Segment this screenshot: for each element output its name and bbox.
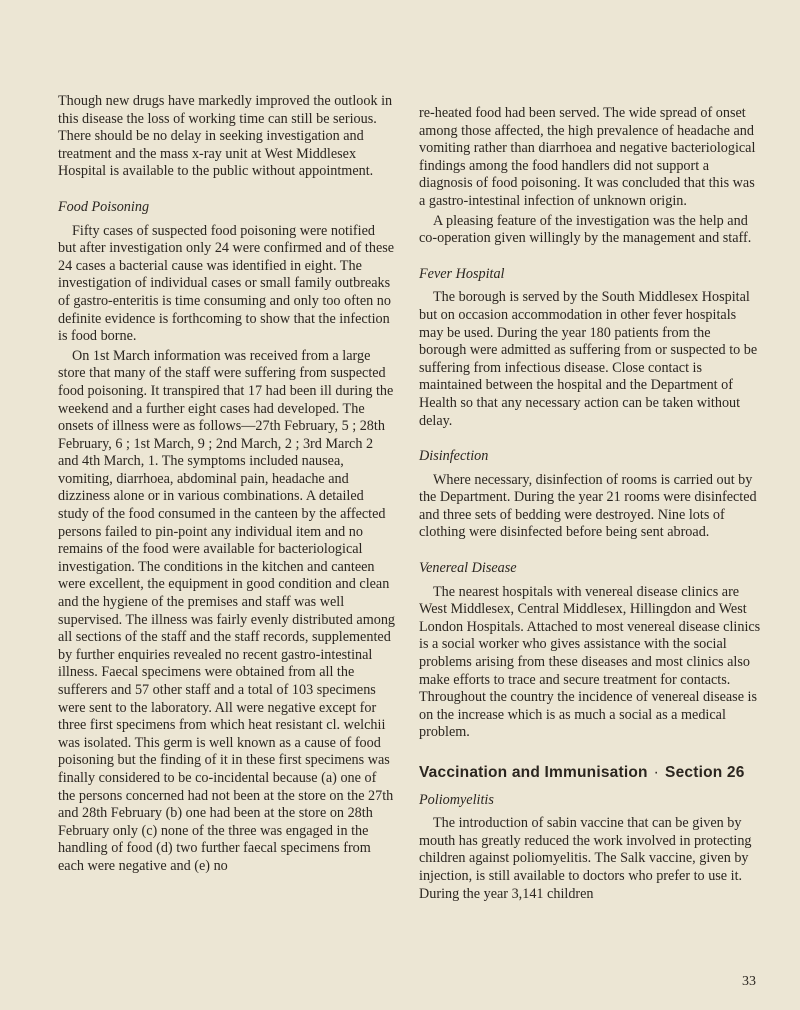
pleasing-feature-paragraph: A pleasing feature of the investigation was the help and co-operation given willingly by the management and staff.: [419, 212, 752, 247]
section-number: Section 26: [665, 764, 745, 781]
food-poisoning-paragraph-1: Fifty cases of suspected food poisoning were notified but after investigation only 24 were confirmed and of these 24 cases a bacterial cause was identified in eight. The investigation of individual cases or small family outbreaks of gastro-enteritis is time consuming and only too often no definite evidence is forthcoming to show that the infection is food borne.: [58, 222, 395, 345]
section-title: Vaccination and Immunisation: [419, 764, 648, 781]
tuberculosis-paragraph: Though new drugs have markedly improved the outlook in this disease the loss of working time can still be serious. There should be no delay in seeking investigation and treatment and the mass x-ray unit at West Middlesex Hospital is available to the public without appointment.: [58, 93, 393, 180]
section-heading: [419, 764, 761, 782]
section-separator: ·: [653, 764, 660, 781]
venereal-disease-heading: Venereal Disease: [419, 560, 517, 577]
food-poisoning-heading: Food Poisoning: [58, 198, 150, 215]
right-column: [419, 105, 761, 903]
disinfection-paragraph: Where necessary, disinfection of rooms is carried out by the Department. During the year 21 rooms were disinfected and three sets of bedding were destroyed. Nine lots of clothing were disinfected before being sent abroad.: [419, 471, 757, 541]
food-poisoning-continuation: re-heated food had been served. The wide spread of onset among those affected, the high prevalence of headache and vomiting rather than diarrhoea and negative bacteriological findings among the food handlers did not support a diagnosis of food poisoning. It was concluded that this was a gastro-intestinal infection of unknown origin.: [419, 105, 756, 209]
fever-hospital-heading: Fever Hospital: [419, 265, 505, 282]
disinfection-heading: Disinfection: [419, 448, 489, 465]
venereal-disease-paragraph: The nearest hospitals with venereal disease clinics are West Middlesex, Central Middlesex, Hillingdon and West London Hospitals. Attached to most venereal disease clinics is a social worker who gives assistance with the social problems arising from these diseases and most clinics also make efforts to trace and secure treatment for contacts. Throughout the country the incidence of venereal disease is on the increase which is as much a social as a medical problem.: [419, 583, 761, 741]
poliomyelitis-heading: Poliomyelitis: [419, 791, 494, 808]
poliomyelitis-paragraph: The introduction of sabin vaccine that can be given by mouth has greatly reduced the work involved in protecting children against poliomyelitis. The Salk vaccine, given by injection, is still available to doctors who prefer to use it. During the year 3,141 children: [419, 815, 752, 902]
food-poisoning-paragraph-2: On 1st March information was received from a large store that many of the staff were suffering from suspected food poisoning. It transpired that 17 had been ill during the weekend and a further eight cases had developed. The onsets of illness were as follows—27th February, 5 ; 28th February, 6 ; 1st March, 9 ; 2nd March, 2 ; 3rd March 2 and 4th March, 1. The symptoms included nausea, vomiting, diarrhoea, abdominal pain, headache and dizziness alone or in various combinations. A detailed study of the food consumed in the canteen by the affected persons failed to pin-point any individual item and no remains of the food were available for bacteriological investigation. The conditions in the kitchen and canteen were excellent, the equipment in good condition and clean and the hygiene of the premises and staff was well supervised. The illness was fairly evenly distributed among all sections of the staff and the staff records, supplemented by further enquiries revealed no recent gastro-intestinal illness. Faecal specimens were obtained from all the sufferers and 57 other staff and a total of 103 specimens were sent to the laboratory. All were negative except for three first specimens from which heat resistant cl. welchii was isolated. This germ is well known as a cause of food poisoning but the finding of it in these first specimens was finally considered to be co-incidental because (a) one of the persons concerned had not been at the store on the 27th and 28th February (b) one had been at the store on 28th February only (c) none of the three was engaged in the handling of food (d) two further faecal specimens from each were negative and (e) no: [58, 347, 396, 874]
page-number: 33: [742, 974, 756, 989]
fever-hospital-paragraph: The borough is served by the South Middlesex Hospital but on occasion accommodation in other fever hospitals may be used. During the year 180 patients from the borough were admitted as suffering from or suspected to be suffering from infectious disease. Close contact is maintained between the hospital and the Department of Health so that any necessary action can be taken without delay.: [419, 289, 758, 429]
left-column: [58, 93, 396, 876]
